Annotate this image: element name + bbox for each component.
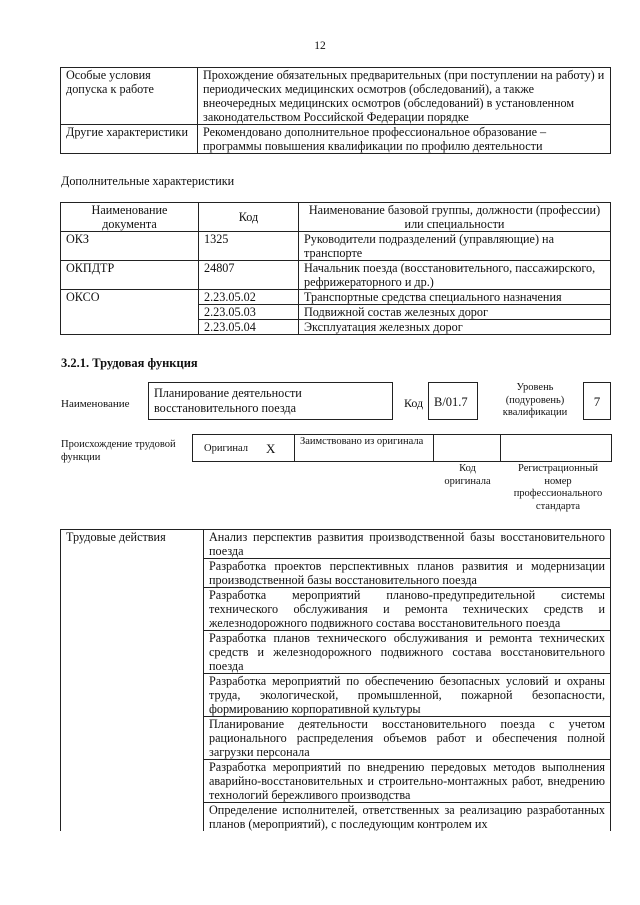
cell-doc: ОКЗ <box>61 232 199 261</box>
level-label: Уровень (подуровень) квалификации <box>502 382 568 418</box>
borrowed-label: Заимствовано из оригинала <box>300 436 424 447</box>
action-item: Разработка мероприятий планово-предупредительной системы технического обслуживания и ремонта технических средств и железнодорожного подвижного состава восстановительного поезда <box>204 588 611 631</box>
divider <box>500 434 501 462</box>
table-cell-value: Прохождение обязательных предварительных (при поступлении на работу) и периодических медицинских осмотров (обследований), а также внеочередных медицинских осмотров (обследований) в установленном законодательством Российской Федерации порядке <box>198 68 611 125</box>
cell-name: Руководители подразделений (управляющие) на транспорте <box>299 232 611 261</box>
cell-name: Подвижной состав железных дорог <box>299 305 611 320</box>
table-cell-value: Рекомендовано дополнительное профессиональное образование – программы повышения квалификации по профилю деятельности <box>198 125 611 154</box>
code-original-label: Код оригинала <box>444 463 491 487</box>
section-title: Дополнительные характеристики <box>61 174 235 188</box>
table-row <box>61 290 611 305</box>
action-item: Определение исполнителей, ответственных за реализацию разработанных планов (мероприятий), с последующим контролем их <box>204 803 611 832</box>
action-item: Анализ перспектив развития производственной базы восстановительного поезда <box>204 530 611 559</box>
function-name-box: Планирование деятельности восстановительного поезда <box>148 382 393 420</box>
reg-number-label: Регистрационный номер профессионального стандарта <box>513 463 603 512</box>
cell-code: 2.23.05.04 <box>199 320 299 335</box>
original-label: Оригинал <box>204 443 248 454</box>
action-item: Разработка планов технического обслуживания и ремонта технических средств и железнодорожного подвижного состава восстановительного поезда <box>204 631 611 674</box>
actions-label: Трудовые действия <box>61 530 204 832</box>
cell-doc: ОКСО <box>61 290 199 335</box>
origin-label: Происхождение трудовой функции <box>61 439 176 463</box>
cell-code: 24807 <box>199 261 299 290</box>
action-item: Разработка проектов перспективных планов развития и модернизации производственной базы восстановительного поезда <box>204 559 611 588</box>
original-mark: X <box>266 441 276 456</box>
divider <box>433 434 434 462</box>
cell-code: 2.23.05.02 <box>199 290 299 305</box>
action-item: Планирование деятельности восстановительного поезда с учетом рационального распределения объемов работ и обеспечения полной загрузки персонала <box>204 717 611 760</box>
cell-doc: ОКПДТР <box>61 261 199 290</box>
conditions-table <box>60 67 611 154</box>
table-cell-label: Особые условия допуска к работе <box>61 68 198 125</box>
level-box: 7 <box>583 382 611 420</box>
header-code: Код <box>199 203 299 232</box>
cell-name: Эксплуатация железных дорог <box>299 320 611 335</box>
table-header-row <box>61 203 611 232</box>
header-doc: Наименование документа <box>61 203 199 232</box>
cell-code: 2.23.05.03 <box>199 305 299 320</box>
action-item: Разработка мероприятий по обеспечению безопасных условий и охраны труда, экологической, промышленной, пожарной безопасности, формированию корпоративной культуры <box>204 674 611 717</box>
table-row <box>61 68 611 125</box>
table-cell-label: Другие характеристики <box>61 125 198 154</box>
table-row <box>61 125 611 154</box>
action-item: Разработка мероприятий по внедрению передовых методов выполнения аварийно-восстановительных и строительно-монтажных работ, внедрению технологий бережливого производства <box>204 760 611 803</box>
header-name: Наименование базовой группы, должности (профессии) или специальности <box>299 203 611 232</box>
actions-table <box>60 529 611 831</box>
table-row <box>61 261 611 290</box>
page-number: 12 <box>314 40 326 52</box>
function-title: 3.2.1. Трудовая функция <box>61 356 198 370</box>
cell-name: Начальник поезда (восстановительного, пассажирского, рефрижераторного и др.) <box>299 261 611 290</box>
code-label: Код <box>404 396 424 410</box>
additional-table <box>60 202 611 335</box>
function-code-box: B/01.7 <box>428 382 478 420</box>
cell-name: Транспортные средства специального назначения <box>299 290 611 305</box>
table-row <box>61 232 611 261</box>
divider <box>294 434 295 462</box>
table-row <box>61 530 611 559</box>
name-label: Наименование <box>61 398 130 410</box>
cell-code: 1325 <box>199 232 299 261</box>
